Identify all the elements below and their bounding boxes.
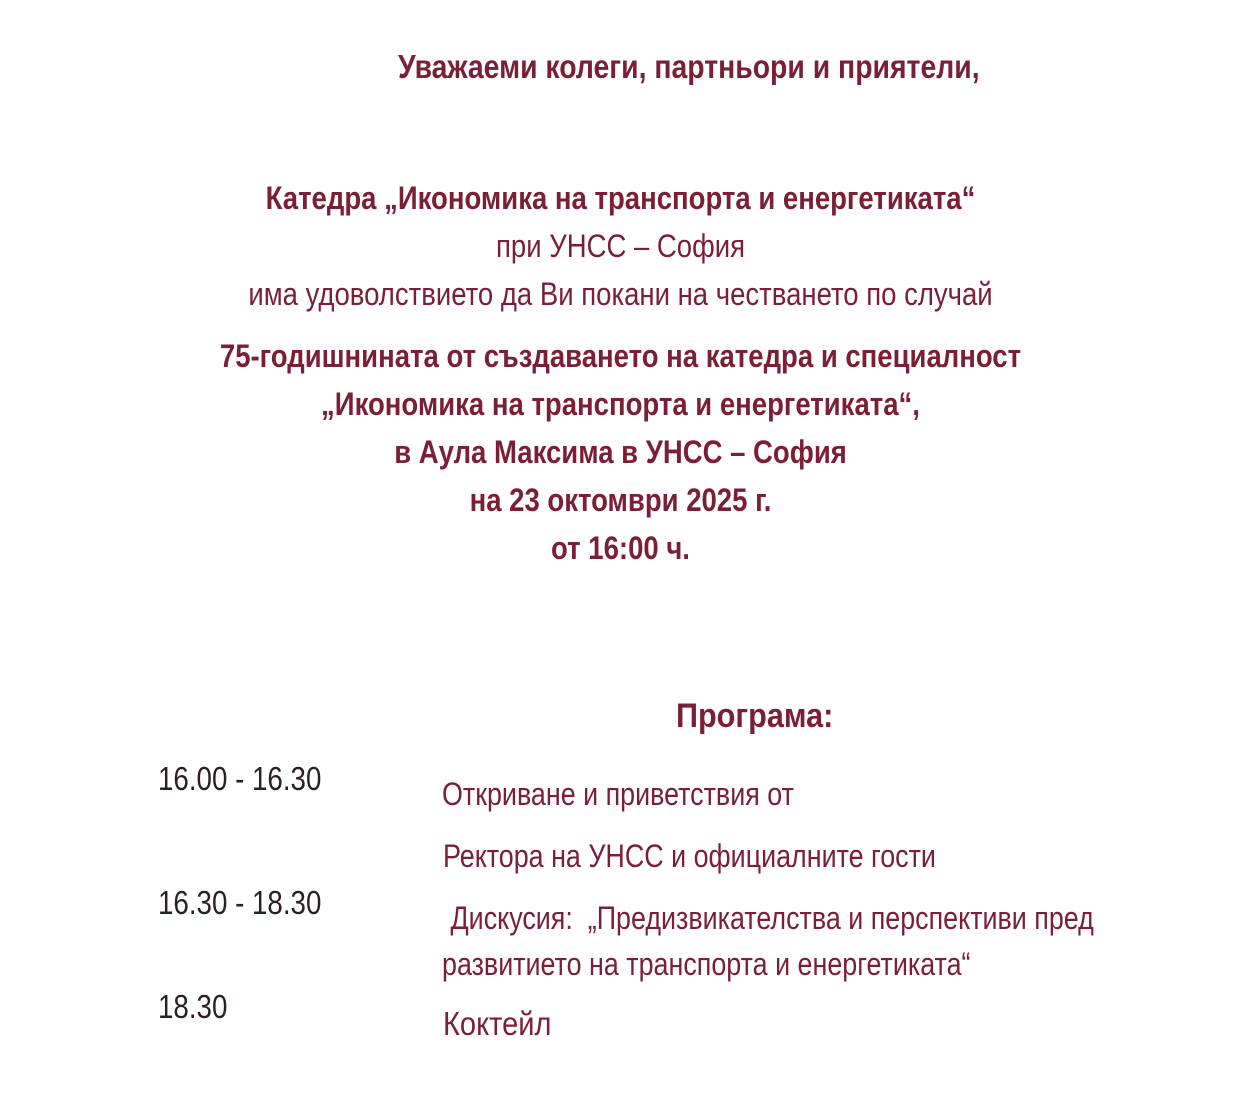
department-line: Катедра „Икономика на транспорта и енергетиката“ xyxy=(265,180,976,216)
university-line: при УНСС – София xyxy=(495,228,746,264)
program-item-1-line-1: Откриване и приветствия от xyxy=(442,776,794,812)
event-line-2: „Икономика на транспорта и енергетиката“, xyxy=(321,386,920,422)
program-heading: Програма: xyxy=(676,697,834,735)
invitation-line: има удоволствието да Ви покани на честването по случай xyxy=(248,276,993,312)
greeting: Уважаеми колеги, партньори и приятели, xyxy=(398,48,980,85)
date-line: на 23 октомври 2025 г. xyxy=(469,482,772,518)
program-item-3-line-1: Коктейл xyxy=(443,1005,552,1042)
program-time-1: 16.00 - 16.30 xyxy=(158,760,322,797)
program-time-3: 18.30 xyxy=(158,988,228,1025)
program-time-2: 16.30 - 18.30 xyxy=(158,884,322,921)
time-line: от 16:00 ч. xyxy=(551,530,690,566)
program-item-1-line-2: Ректора на УНСС и официалните гости xyxy=(443,838,936,874)
event-line-1: 75-годишнината от създаването на катедра и специалност xyxy=(219,338,1022,374)
venue-line: в Аула Максима в УНСС – София xyxy=(394,434,847,470)
program-item-2-line-1: Дискусия: „Предизвикателства и перспективи пред xyxy=(443,900,1094,936)
program-item-2-line-2: развитието на транспорта и енергетиката“ xyxy=(442,946,971,982)
